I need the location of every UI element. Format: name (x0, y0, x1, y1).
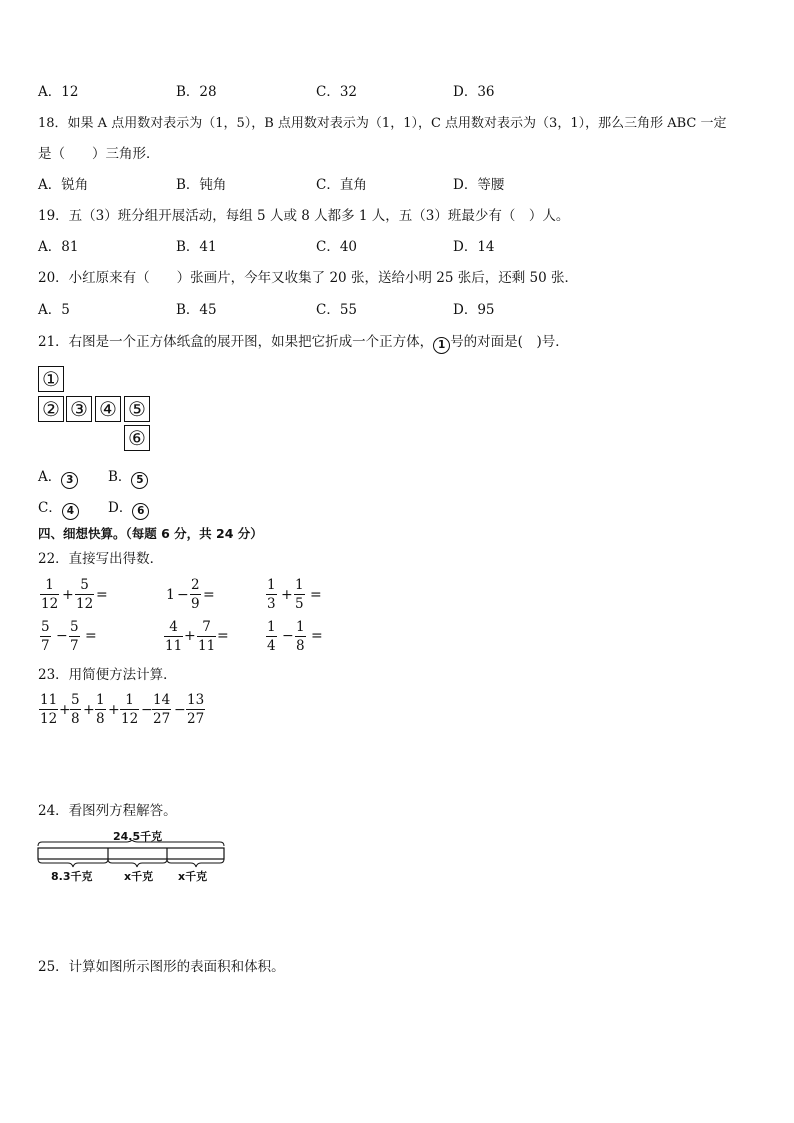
fraction: 1 12 (121, 692, 139, 727)
q20-option-c: C．55 (316, 302, 358, 318)
circled-number-icon: 5 (131, 472, 148, 489)
equals: = (85, 628, 97, 644)
q20-option-d: D．95 (453, 302, 495, 318)
total-weight-label: 24.5千克 (113, 830, 163, 843)
fraction: 14 27 (153, 692, 171, 727)
q18-option-b: B．钝角 (176, 177, 227, 193)
circled-number-icon: 6 (132, 503, 149, 520)
q20-option-a: A．5 (38, 302, 70, 318)
operator: + (59, 702, 71, 718)
part-label-1: 8.3千克 (51, 870, 93, 883)
q22-question: 22．直接写出得数． (38, 551, 164, 567)
net-cell-5: ⑤ (124, 396, 150, 422)
circled-number-icon: 3 (61, 472, 78, 489)
circled-number-icon: 1 (433, 337, 450, 354)
fraction: 1 8 (96, 692, 105, 727)
net-cell-4: ④ (95, 396, 121, 422)
part-label-3: x千克 (178, 870, 208, 883)
equals: = (310, 587, 322, 603)
q21-text-before: 21．右图是一个正方体纸盒的展开图，如果把它折成一个正方体， (38, 334, 434, 350)
fraction: 1 8 (296, 619, 305, 654)
fraction: 1 4 (267, 619, 276, 654)
operator: + (83, 702, 95, 718)
net-cell-2: ② (38, 396, 64, 422)
equals: = (311, 628, 323, 644)
fraction: 5 12 (76, 577, 94, 612)
q25-question: 25．计算如图所示图形的表面积和体积。 (38, 959, 285, 975)
q18-question-line1: 18．如果 A 点用数对表示为（1，5），B 点用数对表示为（1，1），C 点用数对表示为（3，1），那么三角形 ABC 一定 (38, 116, 727, 131)
q19-question: 19．五（3）班分组开展活动，每组 5 人或 8 人都多 1 人，五（3）班最少有（ ）人。 (38, 208, 570, 224)
fraction: 7 11 (198, 619, 216, 654)
q21-text-after: 号的对面是( )号． (450, 334, 569, 350)
q19-option-d: D．14 (453, 239, 495, 255)
fraction: 5 7 (41, 619, 50, 654)
fraction: 13 27 (187, 692, 205, 727)
fraction: 1 5 (295, 577, 304, 612)
operator: − (282, 628, 294, 644)
q19-option-b: B．41 (176, 239, 217, 255)
operator: − (56, 628, 68, 644)
fraction: 5 7 (70, 619, 79, 654)
fraction: 1 12 (41, 577, 59, 612)
equals: = (203, 587, 215, 603)
q19-option-a: A．81 (38, 239, 79, 255)
section-title: 四、细想快算。（每题 6 分，共 24 分） (38, 526, 263, 541)
equals: = (96, 587, 108, 603)
operator: + (184, 628, 196, 644)
q20-option-b: B．45 (176, 302, 217, 318)
fraction: 4 11 (165, 619, 183, 654)
q17-option-c: C．32 (316, 84, 358, 100)
q17-option-b: B．28 (176, 84, 217, 100)
q23-question: 23．用简便方法计算． (38, 667, 177, 683)
q21-option-b: B． 5 (108, 467, 148, 489)
operator: + (62, 587, 74, 603)
part-label-2: x千克 (124, 870, 154, 883)
whole-number: 1 (166, 587, 175, 603)
fraction: 11 12 (40, 692, 58, 727)
q21-option-c: C． 4 (38, 498, 79, 520)
equals: = (217, 628, 229, 644)
bar-diagram-graphic (36, 840, 230, 870)
q24-question: 24．看图列方程解答。 (38, 803, 177, 819)
q19-option-c: C．40 (316, 239, 358, 255)
operator: + (108, 702, 120, 718)
net-cell-1: ① (38, 366, 64, 392)
q20-question: 20．小红原来有（ ）张画片，今年又收集了 20 张，送给小明 25 张后，还剩 50 张． (38, 270, 578, 286)
q18-option-c: C．直角 (316, 177, 367, 193)
net-cell-6: ⑥ (124, 425, 150, 451)
q18-option-d: D．等腰 (453, 177, 505, 193)
operator: + (281, 587, 293, 603)
q17-option-a: A．12 (38, 84, 79, 100)
operator: − (177, 587, 189, 603)
net-cell-3: ③ (66, 396, 92, 422)
fraction: 1 3 (267, 577, 276, 612)
q21-option-d: D． 6 (108, 498, 149, 520)
operator: − (141, 702, 153, 718)
q21-option-a: A． 3 (38, 467, 78, 489)
fraction: 2 9 (191, 577, 200, 612)
circled-number-icon: 4 (62, 503, 79, 520)
q18-question-line2: 是（ ）三角形． (38, 146, 160, 162)
q18-option-a: A．锐角 (38, 177, 89, 193)
q21-question (38, 332, 569, 354)
operator: − (174, 702, 186, 718)
q17-option-d: D．36 (453, 84, 495, 100)
fraction: 5 8 (71, 692, 80, 727)
